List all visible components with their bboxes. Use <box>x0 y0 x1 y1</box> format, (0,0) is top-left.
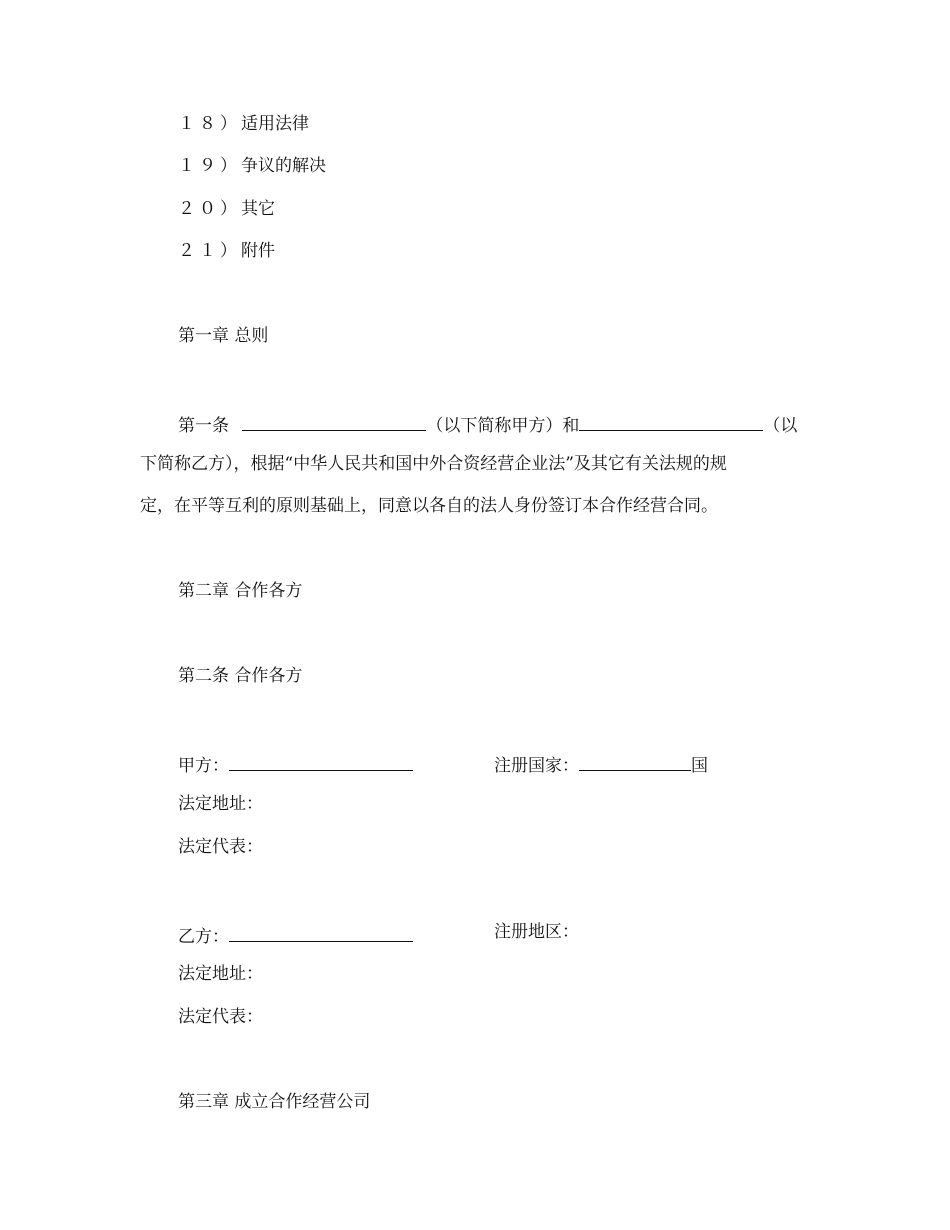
party-b-name-blank[interactable] <box>579 413 763 431</box>
toc-item-number: ２１） <box>178 241 241 261</box>
party-a-blank[interactable] <box>229 753 413 771</box>
party-a-country-label: 注册国家： <box>494 756 579 776</box>
party-a-country-row <box>494 753 708 775</box>
toc-item <box>178 243 275 260</box>
toc-item-label: 争议的解决 <box>241 156 326 176</box>
toc-item-label: 附件 <box>241 241 275 261</box>
toc-item <box>178 201 275 218</box>
party-a-country-suffix: 国 <box>691 756 708 776</box>
article-1-line-2: 下简称乙方），根据“中华人民共和国中外合资经营企业法”及其它有关法规的规 <box>140 454 727 474</box>
article-1-mid: （以下简称甲方）和 <box>426 416 580 436</box>
party-b-address-label: 法定地址： <box>178 964 263 984</box>
article-1-tail: （以 <box>763 416 798 436</box>
toc-item-number: １８） <box>178 114 241 134</box>
toc-item-number: １９） <box>178 156 241 176</box>
chapter-1-title: 第一章 总则 <box>178 326 269 346</box>
party-a-label: 甲方： <box>178 756 229 776</box>
chapter-3-title: 第三章 成立合作经营公司 <box>178 1092 371 1112</box>
party-b-region-label: 注册地区： <box>494 922 579 942</box>
party-a-row <box>178 753 413 775</box>
party-a-name-blank[interactable] <box>242 413 426 431</box>
toc-item <box>178 158 326 175</box>
toc-item-label: 适用法律 <box>241 114 309 134</box>
toc-item <box>178 116 309 133</box>
party-b-row <box>178 924 413 946</box>
party-a-country-blank[interactable] <box>579 753 691 771</box>
party-b-rep-label: 法定代表： <box>178 1007 263 1027</box>
article-2-title: 第二条 合作各方 <box>178 666 303 686</box>
toc-item-label: 其它 <box>241 199 275 219</box>
party-a-rep-label: 法定代表： <box>178 837 263 857</box>
party-b-label: 乙方： <box>178 927 229 947</box>
article-1-line-3: 定，在平等互利的原则基础上，同意以各自的法人身份签订本合作经营合同。 <box>140 496 718 516</box>
toc-item-number: ２０） <box>178 199 241 219</box>
party-b-blank[interactable] <box>229 924 413 942</box>
article-1-line-1 <box>178 413 797 435</box>
party-a-address-label: 法定地址： <box>178 794 263 814</box>
article-1-lead: 第一条 <box>178 416 229 436</box>
chapter-2-title: 第二章 合作各方 <box>178 581 303 601</box>
